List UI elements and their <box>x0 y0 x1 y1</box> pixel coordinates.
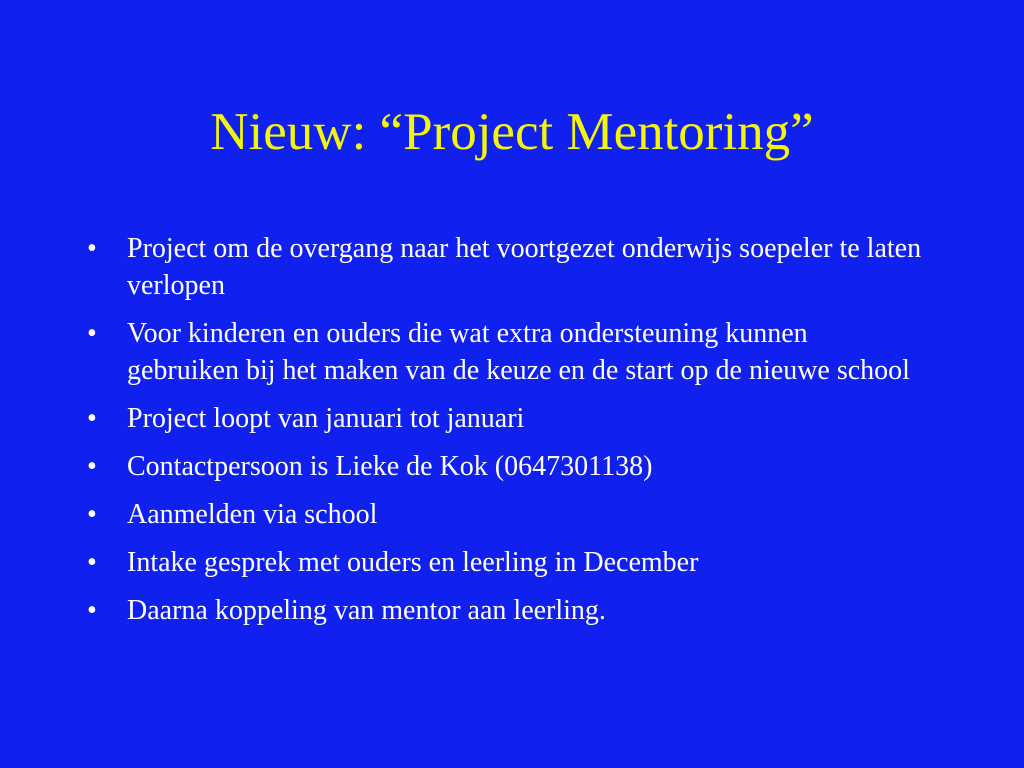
bullet-text: Daarna koppeling van mentor aan leerling. <box>127 595 606 626</box>
slide-title: Nieuw: “Project Mentoring” <box>210 103 814 161</box>
bullet-item <box>86 496 926 533</box>
bullet-item <box>86 315 926 389</box>
bullet-item <box>86 230 926 304</box>
bullet-icon: • <box>87 451 97 482</box>
bullet-icon: • <box>87 403 97 434</box>
bullet-item <box>86 400 926 437</box>
bullet-text: Contactpersoon is Lieke de Kok (0647301138) <box>127 451 653 482</box>
bullet-text: Intake gesprek met ouders en leerling in December <box>127 547 699 578</box>
bullet-icon: • <box>87 233 97 264</box>
bullet-icon: • <box>87 318 97 349</box>
bullet-text: Project om de overgang naar het voortgezet onderwijs soepeler te laten verlopen <box>127 233 922 301</box>
bullet-item <box>86 448 926 485</box>
bullet-item <box>86 544 926 581</box>
bullet-icon: • <box>87 499 97 530</box>
bullet-text: Project loopt van januari tot januari <box>127 403 525 434</box>
bullet-item <box>86 592 926 629</box>
bullet-icon: • <box>87 595 97 626</box>
bullet-list <box>86 230 926 640</box>
bullet-text: Aanmelden via school <box>127 499 378 530</box>
bullet-text: Voor kinderen en ouders die wat extra ondersteuning kunnen gebruiken bij het maken van de keuze en de start op de nieuwe school <box>127 318 910 386</box>
bullet-icon: • <box>87 547 97 578</box>
